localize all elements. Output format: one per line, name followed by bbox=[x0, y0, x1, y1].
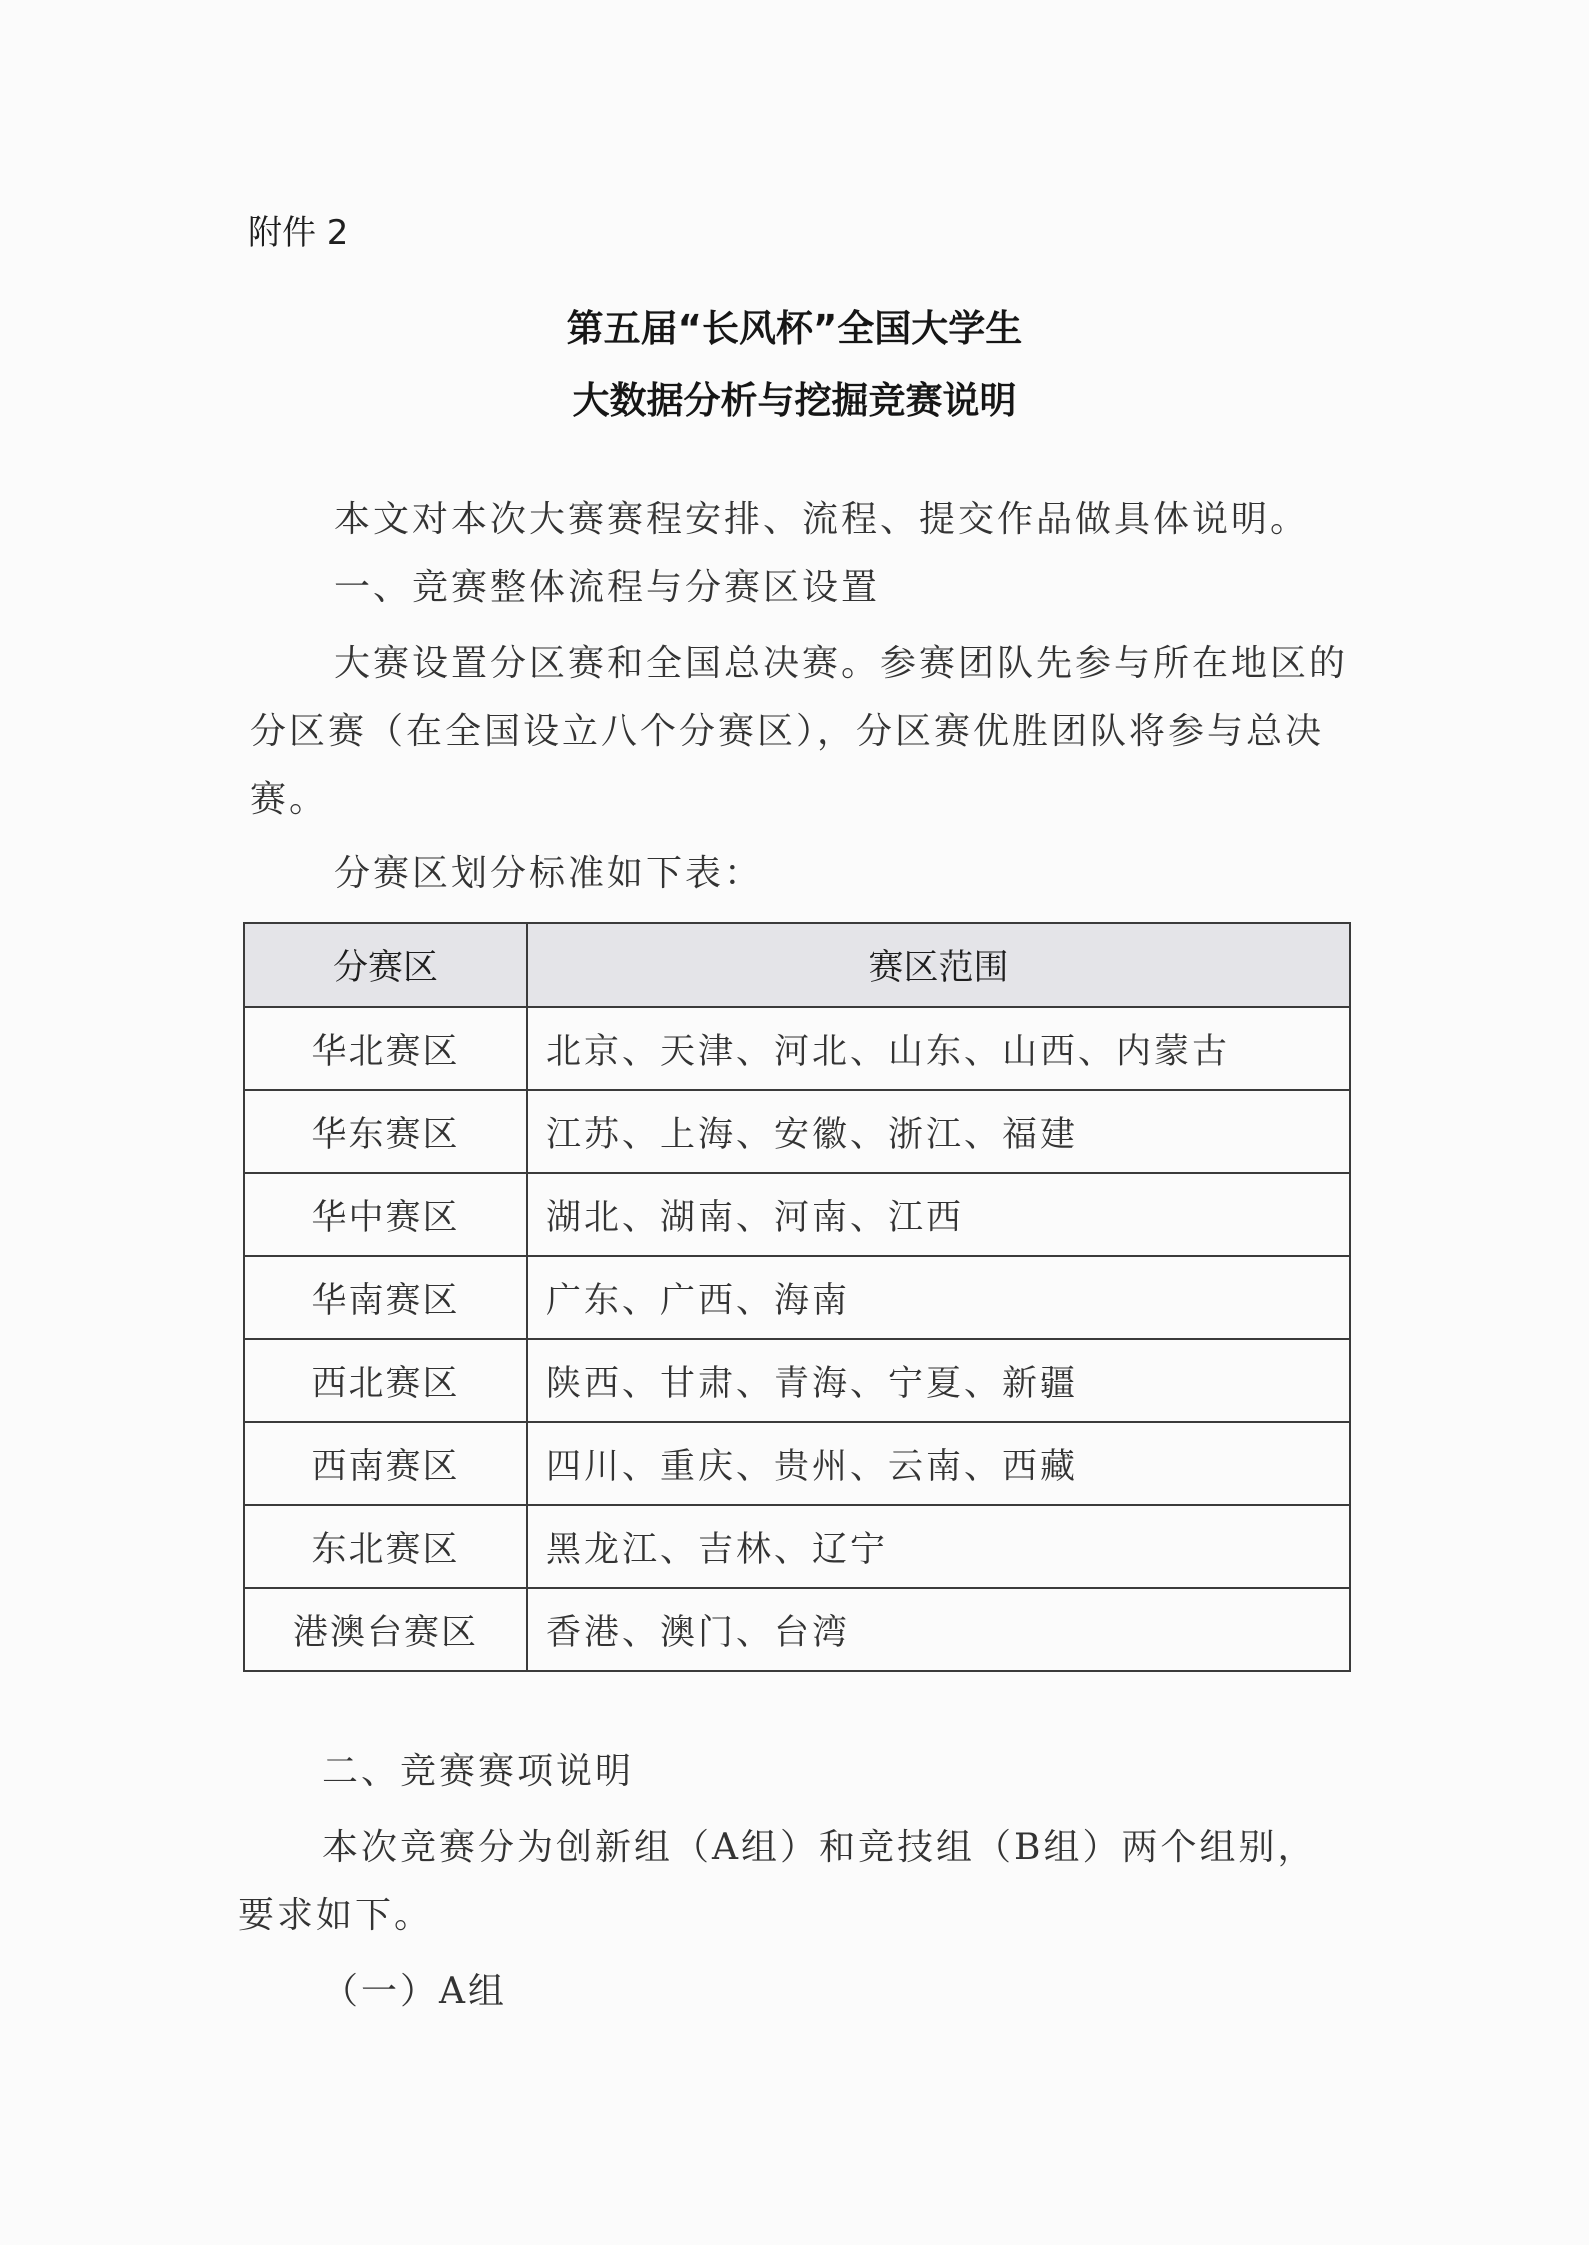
subsection-a-heading: （一）A组 bbox=[322, 1971, 507, 2012]
table-row bbox=[244, 1007, 1350, 1090]
section2-heading: 二、竞赛赛项说明 bbox=[322, 1751, 635, 1792]
zone-cell: 东北赛区 bbox=[244, 1505, 527, 1588]
section1-heading: 一、竞赛整体流程与分赛区设置 bbox=[334, 567, 881, 608]
zone-cell: 华东赛区 bbox=[244, 1090, 527, 1173]
attachment-label: 附件 2 bbox=[248, 213, 349, 253]
table-row bbox=[244, 1422, 1350, 1505]
zone-cell: 西南赛区 bbox=[244, 1422, 527, 1505]
scope-cell: 湖北、湖南、河南、江西 bbox=[527, 1173, 1350, 1256]
table-row bbox=[244, 1256, 1350, 1339]
table-header-row bbox=[244, 923, 1350, 1007]
title-line-2: 大数据分析与挖掘竞赛说明 bbox=[572, 379, 1017, 422]
table-row bbox=[244, 1090, 1350, 1173]
header-zone: 分赛区 bbox=[244, 923, 527, 1007]
title-line-1: 第五届“长风杯”全国大学生 bbox=[566, 307, 1023, 350]
table-row bbox=[244, 1588, 1350, 1671]
scope-cell: 黑龙江、吉林、辽宁 bbox=[527, 1505, 1350, 1588]
section1-body: 大赛设置分区赛和全国总决赛。参赛团队先参与所在地区的分区赛（在全国设立八个分赛区），分区赛优胜团队将参与总决赛。 bbox=[250, 643, 1349, 820]
zone-cell: 华中赛区 bbox=[244, 1173, 527, 1256]
scope-cell: 广东、广西、海南 bbox=[527, 1256, 1350, 1339]
scope-cell: 江苏、上海、安徽、浙江、福建 bbox=[527, 1090, 1350, 1173]
scope-cell: 四川、重庆、贵州、云南、西藏 bbox=[527, 1422, 1350, 1505]
header-scope: 赛区范围 bbox=[527, 923, 1350, 1007]
table-row bbox=[244, 1173, 1350, 1256]
table-row bbox=[244, 1505, 1350, 1588]
scope-cell: 陕西、甘肃、青海、宁夏、新疆 bbox=[527, 1339, 1350, 1422]
zone-cell: 华北赛区 bbox=[244, 1007, 527, 1090]
scope-cell: 香港、澳门、台湾 bbox=[527, 1588, 1350, 1671]
scope-cell: 北京、天津、河北、山东、山西、内蒙古 bbox=[527, 1007, 1350, 1090]
section2-body: 本次竞赛分为创新组（A组）和竞技组（B组）两个组别，要求如下。 bbox=[238, 1827, 1317, 1936]
intro-paragraph: 本文对本次大赛赛程安排、流程、提交作品做具体说明。 bbox=[334, 499, 1310, 540]
table-intro: 分赛区划分标准如下表： bbox=[334, 853, 764, 894]
zone-cell: 西北赛区 bbox=[244, 1339, 527, 1422]
zone-cell: 华南赛区 bbox=[244, 1256, 527, 1339]
table-row bbox=[244, 1339, 1350, 1422]
region-table bbox=[243, 922, 1351, 1672]
zone-cell: 港澳台赛区 bbox=[244, 1588, 527, 1671]
